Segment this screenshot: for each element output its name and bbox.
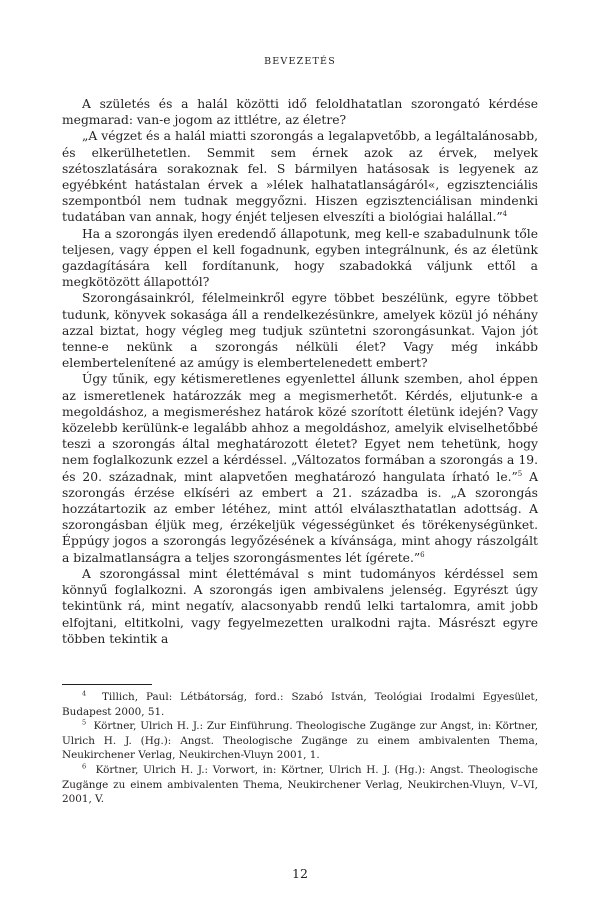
- running-head: BEVEZETÉS: [264, 56, 336, 67]
- paragraph-2: „A végzet és a halál miatti szorongás a legalapvetőbb, a legáltalánosabb, és elkerülhetetlen. Semmit sem érnek azok az érvek, melyek szétoszlatására sorakoznak fel. S bármilyen hatásosak is legyenek az egyébként hatástalan érvek a »lélek halhatatlanságáról«, egzisztenciális szempontból nem tudnak meggyőzni. Hiszen egzisztenciálisan mindenki tudatában van annak, hogy énjét teljesen elveszíti a biológiai halállal.”$^4$: [62, 129, 538, 225]
- footnote-ref-6: 6: [420, 550, 425, 559]
- footnote-4: $^4$ Tillich, Paul: Létbátorság, ford.: Szabó István, Teológiai Irodalmi Egyesület, Budapest 2000, 51.: [62, 689, 539, 718]
- footnote-rule: [62, 684, 152, 685]
- paragraph-5: Úgy tűnik, egy kétismeretlenes egyenlettel állunk szemben, ahol éppen az ismeretlenek határozzák meg a megismerhetőt. Kérdés, eljutunk-e a megoldáshoz, a megismeréshez határok közé szorított életünk idején? Vagy közelebb kerülünk-e legalább ahhoz a megoldáshoz, amelyik elviselhetőbbé teszi a szorongás által meghatározott életet? Egyet nem tehetünk, hogy nem foglalkozunk ezzel a kérdéssel. „Változatos formában a szorongás a 19. és 20. századnak, mint alapvetően meghatározó hangulata írható le.”$^5$ A szorongás érzése elkíséri az embert a 21. századba is. „A szorongás hozzátartozik az ember létéhez, mint attól elválaszthatatlan adottság. A szorongásban éljük meg, érzékeljük végességünket és törékenységünket. Éppúgy jogos a szorongás legyőzésének a kívánsága, mint ahogy rászolgált a bizalmatlanságra a teljes szorongásmentes lét ígérete.”$^6$: [62, 372, 538, 565]
- footnotes: [62, 690, 538, 807]
- paragraph-4: Szorongásainkról, félelmeinkről egyre többet beszélünk, egyre többet tudunk, könyvek sokasága áll a rendelkezésünkre, amelyek közül jó néhány azzal biztat, hogy végleg meg tudjuk szüntetni szorongásunkat. Vajon jót tenne-e nekünk a szorongás nélküli élet? Vagy még inkább elembertelenítené az amúgy is elembertelenedett embert?: [62, 291, 538, 371]
- paragraph-6: A szorongással mint élettémával s mint tudományos kérdéssel sem könnyű foglalkozni. A szorongás igen ambivalens jelenség. Egyrészt úgy tekintünk rá, mint negatív, alacsonyabb rendű lelki tartalomra, amit jobb elfojtani, eltitkolni, vagy fegyelmezetten uralkodni rajta. Másrészt egyre többen tekintik a: [62, 566, 538, 646]
- paragraph-3: Ha a szorongás ilyen eredendő állapotunk, meg kell-e szabadulnunk tőle teljesen, vagy éppen el kell fogadnunk, egyben integrálnunk, és az életünk gazdagítására kell fordítanunk, hogy szabadokká váljunk ettől a megkötözött állapottól?: [62, 226, 538, 290]
- page-number: 12: [292, 866, 308, 881]
- footnote-6: $^6$ Körtner, Ulrich H. J.: Vorwort, in: Körtner, Ulrich H. J. (Hg.): Angst. Theologische Zugänge zu einem ambivalenten Thema, Neukirchener Verlag, Neukirchen-Vluyn, V–VI, 2001, V.: [62, 762, 539, 806]
- body-text: [62, 96, 538, 647]
- paragraph-1: A születés és a halál közötti idő feloldhatatlan szorongató kérdése megmarad: van-e jogom az ittlétre, az életre?: [62, 97, 538, 128]
- footnote-5: $^5$ Körtner, Ulrich H. J.: Zur Einführung. Theologische Zugänge zur Angst, in: Körtner, Ulrich H. J. (Hg.): Angst. Theologische Zugänge zu einem ambivalenten Thema, Neukirchener Verlag, Neukirchen-Vluyn 2001, 1.: [62, 718, 538, 762]
- footnote-ref-5: 5: [517, 469, 523, 478]
- footnote-ref-4: 4: [502, 210, 508, 219]
